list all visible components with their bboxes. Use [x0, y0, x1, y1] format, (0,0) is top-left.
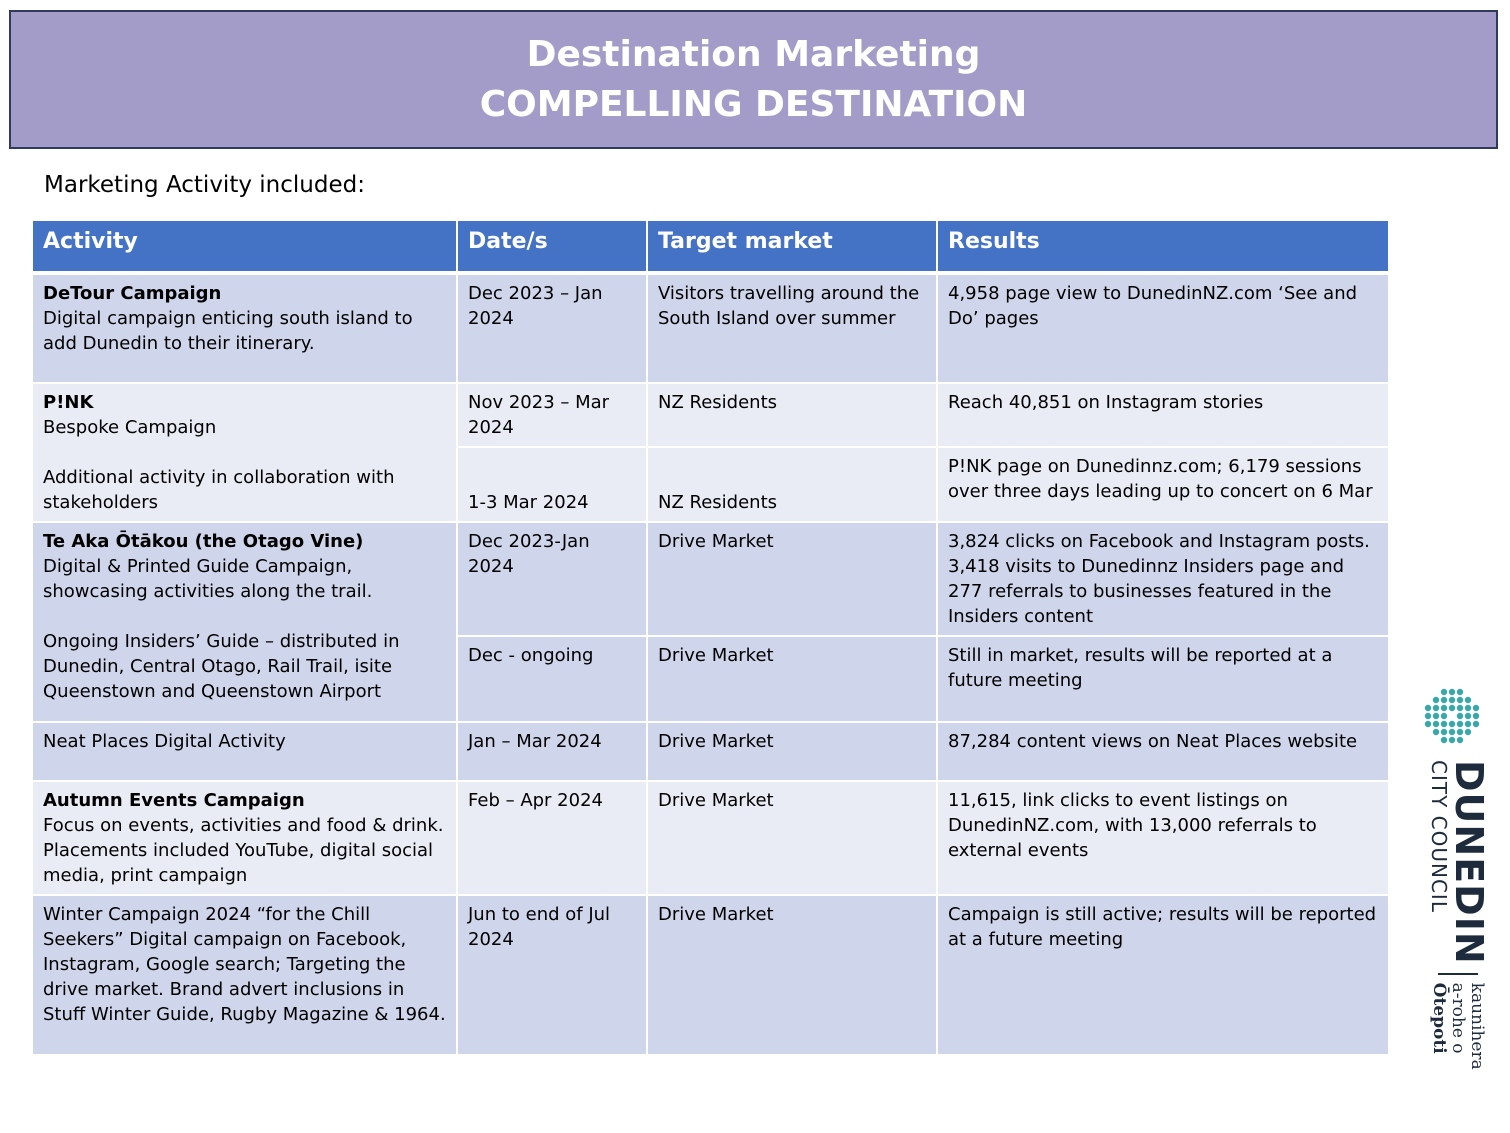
activity-description: Digital & Printed Guide Campaign, showcasing activities along the trail. — [43, 556, 373, 602]
emblem-dot — [1449, 729, 1455, 735]
emblem-dot — [1457, 713, 1463, 719]
date-cell: Dec - ongoing — [457, 636, 647, 722]
emblem-dot — [1473, 713, 1479, 719]
table-row — [33, 895, 1388, 1055]
date-cell: Feb – Apr 2024 — [457, 781, 647, 895]
date-cell: Nov 2023 – Mar 2024 — [457, 383, 647, 447]
table-row — [33, 781, 1388, 895]
emblem-dot — [1473, 721, 1479, 727]
emblem-dot — [1465, 705, 1471, 711]
emblem-dot — [1465, 729, 1471, 735]
header-results: Results — [937, 221, 1388, 273]
market-cell: NZ Residents — [647, 383, 937, 447]
market-cell: Drive Market — [647, 636, 937, 722]
header-target-market: Target market — [647, 221, 937, 273]
market-cell: Drive Market — [647, 781, 937, 895]
header-activity: Activity — [33, 221, 457, 273]
date-cell: Dec 2023-Jan 2024 — [457, 522, 647, 636]
emblem-dot — [1457, 697, 1463, 703]
emblem-dot — [1433, 705, 1439, 711]
emblem-dot — [1441, 721, 1447, 727]
activity-description-additional: Ongoing Insiders’ Guide – distributed in Dunedin, Central Otago, Rail Trail, isite Queenstown and Queenstown Airport — [43, 631, 400, 702]
emblem-dot — [1465, 721, 1471, 727]
emblem-dot — [1425, 705, 1431, 711]
result-cell: 11,615, link clicks to event listings on DunedinNZ.com, with 13,000 referrals to external events — [937, 781, 1388, 895]
result-cell: Still in market, results will be reported at a future meeting — [937, 636, 1388, 722]
emblem-dot — [1433, 721, 1439, 727]
result-cell: 3,824 clicks on Facebook and Instagram posts. 3,418 visits to Dunedinnz Insiders page and 277 referrals to businesses featured in the Insiders content — [937, 522, 1388, 636]
table-row — [33, 722, 1388, 781]
table-row — [33, 273, 1388, 383]
market-cell: Drive Market — [647, 895, 937, 1055]
date-cell: 1-3 Mar 2024 — [457, 447, 647, 522]
activity-description: Digital campaign enticing south island to add Dunedin to their itinerary. — [43, 308, 413, 354]
activity-description: Bespoke Campaign — [43, 417, 217, 438]
activity-title: Autumn Events Campaign — [43, 790, 305, 811]
logo-name: DUNEDIN — [1447, 760, 1491, 965]
logo-maori-line-3: Ōtepoti — [1429, 982, 1450, 1054]
page-title: Destination Marketing — [526, 33, 981, 75]
date-cell: Jan – Mar 2024 — [457, 722, 647, 781]
emblem-dot — [1457, 689, 1463, 695]
market-cell: Visitors travelling around the South Island over summer — [647, 273, 937, 383]
emblem-dot — [1433, 729, 1439, 735]
market-cell: Drive Market — [647, 722, 937, 781]
emblem-dot — [1441, 737, 1447, 743]
logo-maori-line-1: kaunihera — [1467, 982, 1488, 1070]
emblem-dot — [1441, 697, 1447, 703]
emblem-dot — [1457, 729, 1463, 735]
emblem-dot — [1449, 689, 1455, 695]
title-banner — [9, 10, 1498, 149]
result-cell: Campaign is still active; results will be reported at a future meeting — [937, 895, 1388, 1055]
logo-wordmark — [1427, 760, 1491, 1070]
activity-cell: Winter Campaign 2024 “for the Chill Seekers” Digital campaign on Facebook, Instagram, Google search; Targeting the drive market. Brand advert inclusions in Stuff Winter Guide, Rugby Magazine & 1964. — [33, 895, 457, 1055]
activity-cell: Neat Places Digital Activity — [33, 722, 457, 781]
activity-cell — [33, 383, 457, 522]
activity-title: DeTour Campaign — [43, 283, 222, 304]
emblem-dot — [1441, 729, 1447, 735]
emblem-dot — [1425, 713, 1431, 719]
page-subtitle: COMPELLING DESTINATION — [479, 83, 1028, 125]
emblem-dot — [1457, 721, 1463, 727]
activity-cell — [33, 522, 457, 722]
market-cell: Drive Market — [647, 522, 937, 636]
emblem-dot — [1473, 705, 1479, 711]
dunedin-city-council-logo — [1410, 680, 1506, 1070]
emblem-dot — [1465, 697, 1471, 703]
emblem-dot — [1449, 737, 1455, 743]
logo-divider — [1438, 973, 1478, 975]
emblem-dot — [1441, 689, 1447, 695]
emblem-dot — [1465, 713, 1471, 719]
emblem-dot — [1441, 705, 1447, 711]
emblem-dot — [1425, 721, 1431, 727]
header-dates: Date/s — [457, 221, 647, 273]
logo-subtitle: CITY COUNCIL — [1427, 760, 1451, 913]
activity-title: Te Aka Ōtākou (the Otago Vine) — [43, 531, 364, 552]
activity-cell — [33, 273, 457, 383]
activity-description: Focus on events, activities and food & drink. Placements included YouTube, digital social media, print campaign — [43, 815, 444, 886]
activity-description-additional: Additional activity in collaboration with stakeholders — [43, 467, 395, 513]
emblem-dot — [1433, 697, 1439, 703]
logo-maori-line-2: a-rohe o — [1448, 982, 1469, 1054]
intro-text: Marketing Activity included: — [44, 172, 365, 198]
table-row — [33, 522, 1388, 636]
result-cell: Reach 40,851 on Instagram stories — [937, 383, 1388, 447]
table-row — [33, 383, 1388, 447]
date-cell: Dec 2023 – Jan 2024 — [457, 273, 647, 383]
date-cell: Jun to end of Jul 2024 — [457, 895, 647, 1055]
emblem-dot — [1449, 697, 1455, 703]
market-cell: NZ Residents — [647, 447, 937, 522]
table-header-row — [33, 221, 1388, 273]
result-cell: 87,284 content views on Neat Places website — [937, 722, 1388, 781]
result-cell: P!NK page on Dunedinnz.com; 6,179 sessions over three days leading up to concert on 6 Mar — [937, 447, 1388, 522]
activity-cell — [33, 781, 457, 895]
activity-title: P!NK — [43, 392, 94, 413]
emblem-dot — [1457, 705, 1463, 711]
emblem-dot — [1433, 713, 1439, 719]
emblem-dot — [1449, 721, 1455, 727]
result-cell: 4,958 page view to DunedinNZ.com ‘See and Do’ pages — [937, 273, 1388, 383]
council-emblem-icon — [1420, 684, 1484, 748]
emblem-dot — [1457, 737, 1463, 743]
emblem-dot — [1449, 705, 1455, 711]
marketing-activity-table — [33, 221, 1388, 1056]
emblem-dot — [1441, 713, 1447, 719]
